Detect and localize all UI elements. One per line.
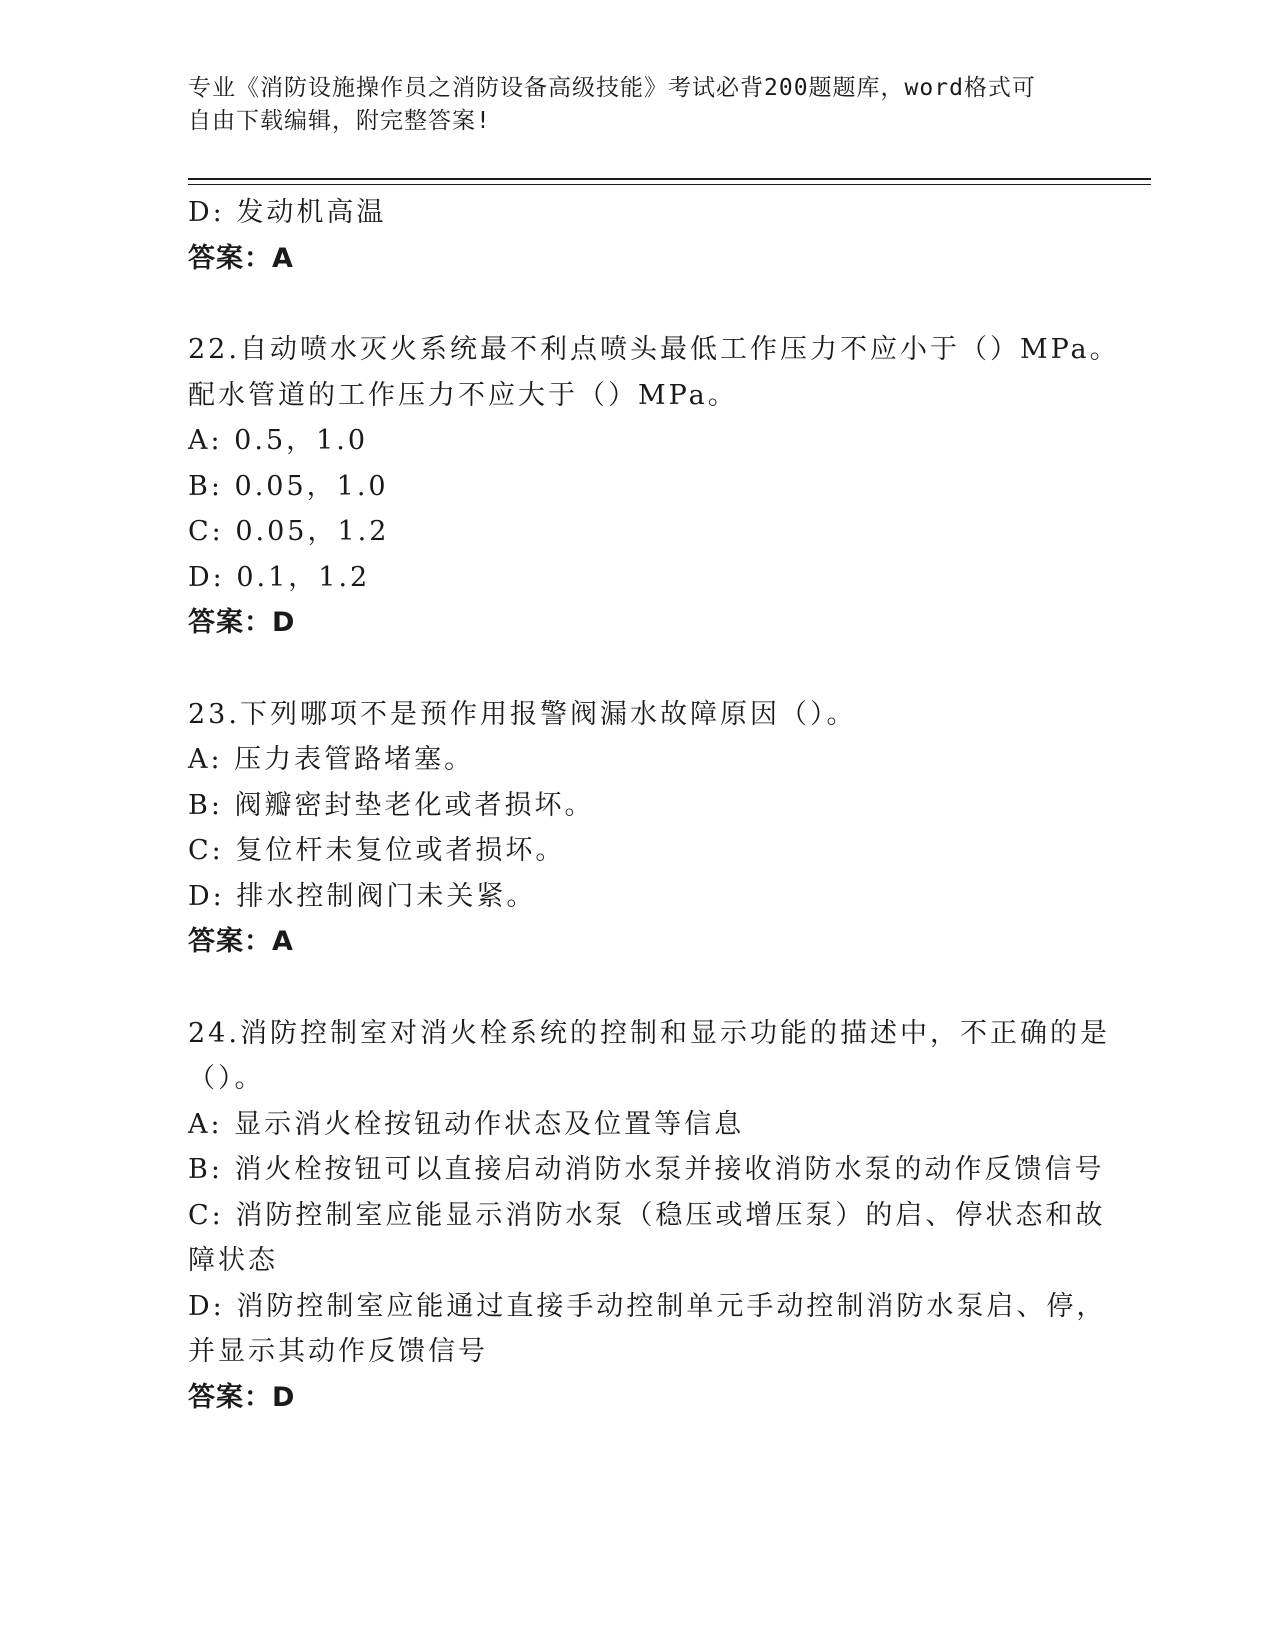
spacer	[188, 965, 1088, 1011]
header-divider	[188, 178, 1151, 180]
option-a: A: 0.5，1.0	[188, 425, 369, 456]
option-d: D: 消防控制室应能通过直接手动控制单元手动控制消防水泵启、停，	[188, 1290, 1107, 1322]
option-d: D: 0.1，1.2	[188, 561, 371, 593]
question-stem: 24.消防控制室对消火栓系统的控制和显示功能的描述中，不正确的是	[188, 1017, 1110, 1049]
option-a: A: 压力表管路堵塞。	[188, 744, 475, 775]
option-b: B: 消火栓按钮可以直接启动消防水泵并接收消防水泵的动作反馈信号	[188, 1154, 1105, 1185]
header-divider-thin	[188, 184, 1151, 185]
answer: 答案：A	[188, 926, 294, 957]
header-title-line-2: 自由下载编辑，附完整答案!	[188, 108, 491, 134]
option-d: D: 排水控制阀门未关紧。	[188, 880, 537, 912]
question-22	[188, 327, 1120, 646]
spacer	[188, 646, 1088, 692]
header-title-line-1: 专业《消防设施操作员之消防设备高级技能》考试必背200题题库，word格式可	[188, 75, 1036, 101]
option-b: B: 0.05，1.0	[188, 470, 389, 502]
option-b: B: 阀瓣密封垫老化或者损坏。	[188, 789, 595, 821]
question-stem-continued: （）。	[188, 1063, 265, 1094]
question-23	[188, 692, 1088, 965]
spacer	[188, 281, 1088, 327]
question-stem: 23.下列哪项不是预作用报警阀漏水故障原因（）。	[188, 698, 857, 730]
option-c: C: 复位杆未复位或者损坏。	[188, 835, 566, 866]
question-24	[188, 1011, 1110, 1421]
question-21-tail	[188, 190, 1088, 281]
option-d: D: 发动机高温	[188, 197, 387, 228]
option-c: C: 消防控制室应能显示消防水泵（稳压或增压泵）的启、停状态和故	[188, 1199, 1106, 1231]
question-stem-continued: 配水管道的工作压力不应大于（）MPa。	[188, 379, 738, 411]
question-content	[188, 190, 1120, 1420]
question-stem: 22.自动喷水灭火系统最不利点喷头最低工作压力不应小于（）MPa。	[188, 334, 1120, 365]
answer: 答案：D	[188, 1381, 296, 1413]
option-c: C: 0.05，1.2	[188, 516, 390, 547]
option-d-continued: 并显示其动作反馈信号	[188, 1336, 488, 1367]
answer: 答案：D	[188, 607, 296, 638]
option-c-continued: 障状态	[188, 1245, 278, 1276]
option-a: A: 显示消火栓按钮动作状态及位置等信息	[188, 1108, 745, 1140]
page-header	[188, 72, 1068, 138]
answer: 答案：A	[188, 242, 294, 274]
